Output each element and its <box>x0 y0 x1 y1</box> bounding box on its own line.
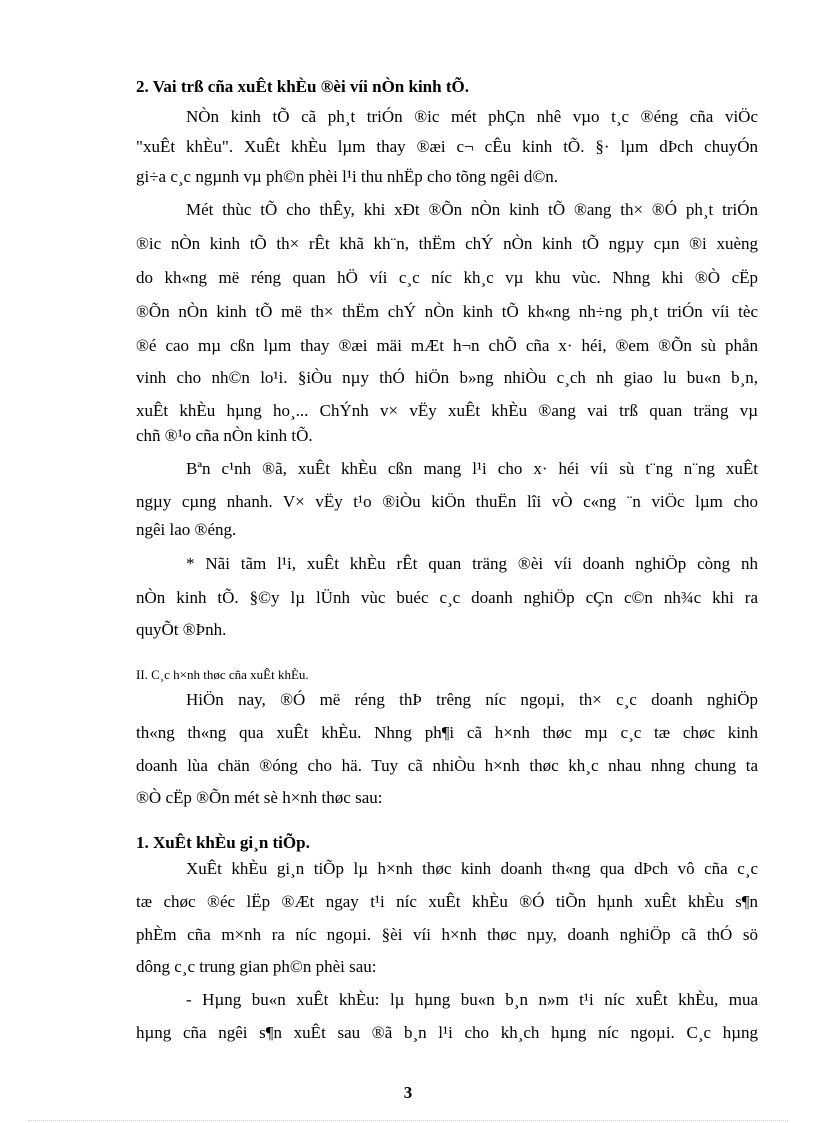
section-heading: II. C¸c h×nh thøc cña xuÊt khÈu. <box>136 667 309 682</box>
text-line: ®ic nÒn kinh tÕ th× rÊt khã kh¨n, thËm chÝ nÒn kinh tÕ ngµy cµn ®i xuèng <box>136 234 758 253</box>
text-line: do kh«ng më réng quan hÖ víi c¸c níc kh¸c vµ khu vùc. Nhng khi ®Ò cËp <box>136 268 758 287</box>
text-line: ®Ò cËp ®Õn mét sè h×nh thøc sau: <box>136 788 383 807</box>
section-heading: 2. Vai trß cña xuÊt khÈu ®èi víi nÒn kinh tÕ. <box>136 77 469 96</box>
text-line: XuÊt khÈu gi¸n tiÕp lµ h×nh thøc kinh doanh th«ng qua dÞch vô cña c¸c <box>186 859 758 878</box>
text-line: dông c¸c trung gian ph©n phèi sau: <box>136 957 377 976</box>
text-line: hµng cña ngêi s¶n xuÊt sau ®ã b¸n l¹i cho kh¸ch hµng níc ngoµi. C¸c hµng <box>136 1023 758 1042</box>
text-line: gi÷a c¸c ngµnh vµ ph©n phèi l¹i thu nhËp cho tõng ngêi d©n. <box>136 167 558 186</box>
text-line: tæ chøc ®éc lËp ®Æt ngay t¹i níc xuÊt khÈu ®Ó tiÕn hµnh xuÊt khÈu s¶n <box>136 892 758 911</box>
footer-divider <box>28 1120 788 1121</box>
text-line: "xuÊt khÈu". XuÊt khÈu lµm thay ®æi c¬ cÊu kinh tÕ. §· lµm dÞch chuyÓn <box>136 137 758 156</box>
section-heading: 1. XuÊt khÈu gi¸n tiÕp. <box>136 833 310 852</box>
text-line: phÈm cña m×nh ra níc ngoµi. §èi víi h×nh thøc nµy, doanh nghiÖp cã thÓ sö <box>136 925 758 944</box>
text-line: chñ ®¹o cña nÒn kinh tÕ. <box>136 426 313 445</box>
text-line: Mét thùc tÕ cho thÊy, khi xÐt ®Õn nÒn kinh tÕ ®ang th× ®Ó ph¸t triÓn <box>186 200 758 219</box>
text-line: ®Õn nÒn kinh tÕ më th× thËm chÝ nÒn kinh tÕ kh«ng nh÷ng ph¸t triÓn víi tèc <box>136 302 758 321</box>
page-number: 3 <box>403 1083 413 1102</box>
text-line: ®é cao mµ cßn lµm thay ®æi mäi mÆt h¬n chÕ cña x· héi, ®em ®Õn sù phån <box>136 336 758 355</box>
text-line: ngµy cµng nhanh. V× vËy t¹o ®iÒu kiÖn thuËn lîi vÒ c«ng ¨n viÖc lµm cho <box>136 492 758 511</box>
text-line: HiÖn nay, ®Ó më réng thÞ trêng níc ngoµi, th× c¸c doanh nghiÖp <box>186 690 758 709</box>
text-line: - Hµng bu«n xuÊt khÈu: lµ hµng bu«n b¸n n»m t¹i níc xuÊt khÈu, mua <box>186 990 758 1009</box>
text-line: quyÕt ®Þnh. <box>136 620 227 639</box>
text-line: nÒn kinh tÕ. §©y lµ lÜnh vùc buéc c¸c doanh nghiÖp cÇn c©n nh¾c khi ra <box>136 588 758 607</box>
text-line: ngêi lao ®éng. <box>136 520 237 539</box>
text-line: doanh lùa chän ®óng cho hä. Tuy cã nhiÒu h×nh thøc kh¸c nhau nhng chung ta <box>136 756 758 775</box>
text-line: xuÊt khÈu hµng ho¸... ChÝnh v× vËy xuÊt khÈu ®ang vai trß quan träng vµ <box>136 401 758 420</box>
text-line: vinh cho nh©n lo¹i. §iÒu nµy thÓ hiÖn b»ng nhiÒu c¸ch nh giao lu bu«n b¸n, <box>136 368 758 387</box>
text-line: Bªn c¹nh ®ã, xuÊt khÈu cßn mang l¹i cho x· héi víi sù t¨ng n¨ng xuÊt <box>186 459 758 478</box>
text-line: th«ng th«ng qua xuÊt khÈu. Nhng ph¶i cã h×nh thøc mµ c¸c tæ chøc kinh <box>136 723 758 742</box>
text-line: * Nãi tãm l¹i, xuÊt khÈu rÊt quan träng ®èi víi doanh nghiÖp còng nh <box>186 554 758 573</box>
text-line: NÒn kinh tÕ cã ph¸t triÓn ®ic mét phÇn nhê vµo t¸c ®éng cña viÖc <box>186 107 758 126</box>
